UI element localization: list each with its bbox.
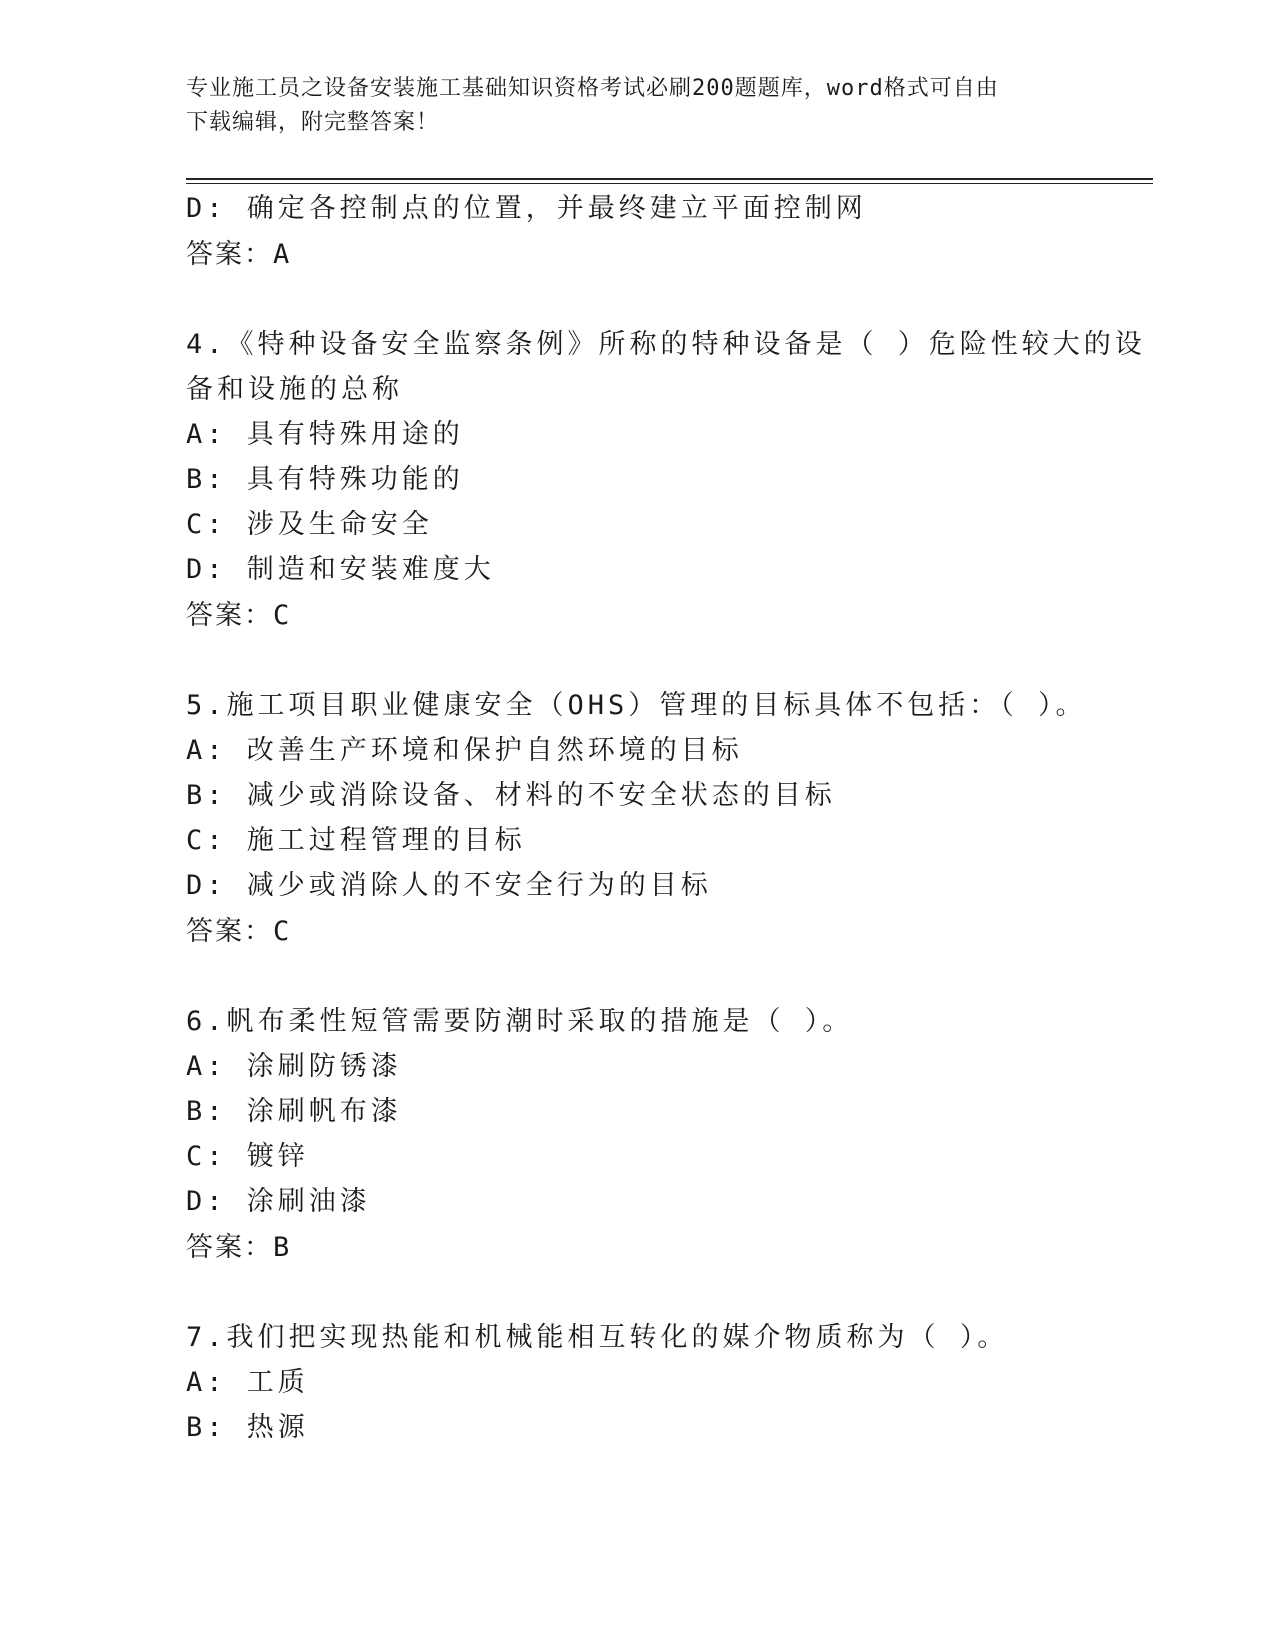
q6-option-b: B: 涂刷帆布漆 xyxy=(186,1096,402,1127)
q6-option-a: A: 涂刷防锈漆 xyxy=(186,1051,402,1082)
q6-answer: 答案：B xyxy=(186,1232,292,1263)
q4-option-b: B: 具有特殊功能的 xyxy=(186,464,464,495)
q4-stem-line-2: 备和设施的总称 xyxy=(186,374,403,405)
q5-option-b: B: 减少或消除设备、材料的不安全状态的目标 xyxy=(186,780,836,811)
q4-option-c: C: 涉及生命安全 xyxy=(186,509,433,540)
q4-answer: 答案：C xyxy=(186,600,292,631)
q5-answer: 答案：C xyxy=(186,916,292,947)
header-line-1: 专业施工员之设备安装施工基础知识资格考试必刷200题题库，word格式可自由 xyxy=(186,76,999,101)
q7-stem: 7.我们把实现热能和机械能相互转化的媒介物质称为（ ）。 xyxy=(186,1322,1009,1353)
q6-option-c: C: 镀锌 xyxy=(186,1141,309,1172)
prev-answer: 答案：A xyxy=(186,239,292,270)
q5-stem: 5.施工项目职业健康安全（OHS）管理的目标具体不包括：（ ）。 xyxy=(186,690,1087,721)
q5-option-c: C: 施工过程管理的目标 xyxy=(186,825,526,856)
q4-option-a: A: 具有特殊用途的 xyxy=(186,419,464,450)
q4-option-d: D: 制造和安装难度大 xyxy=(186,554,495,585)
header-divider xyxy=(186,178,1153,184)
q6-option-d: D: 涂刷油漆 xyxy=(186,1186,371,1217)
q4-stem-line-1: 4.《特种设备安全监察条例》所称的特种设备是（ ）危险性较大的设 xyxy=(186,329,1146,360)
q7-option-b: B: 热源 xyxy=(186,1412,309,1443)
q7-option-a: A: 工质 xyxy=(186,1367,309,1398)
q5-option-a: A: 改善生产环境和保护自然环境的目标 xyxy=(186,735,743,766)
q5-option-d: D: 减少或消除人的不安全行为的目标 xyxy=(186,870,712,901)
prev-option-d: D: 确定各控制点的位置，并最终建立平面控制网 xyxy=(186,193,867,224)
header-line-2: 下载编辑，附完整答案！ xyxy=(186,110,440,135)
document-header xyxy=(186,72,1086,140)
q6-stem: 6.帆布柔性短管需要防潮时采取的措施是（ ）。 xyxy=(186,1006,854,1037)
